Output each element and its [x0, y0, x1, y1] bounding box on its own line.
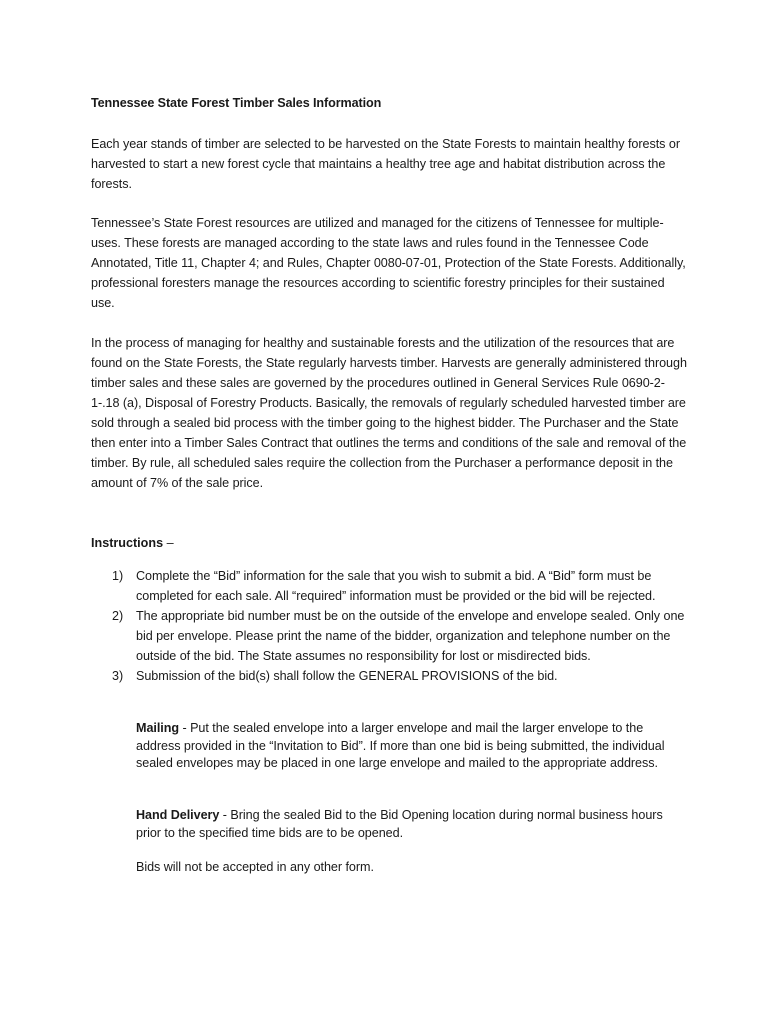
hand-delivery-instructions [136, 807, 681, 842]
hand-delivery-text: - Bring the sealed Bid to the Bid Opening location during normal business hours prior to the specified time bids are to be opened. [136, 808, 663, 840]
mailing-instructions [136, 720, 681, 773]
intro-paragraph: Each year stands of timber are selected to be harvested on the State Forests to maintain healthy forests or harvested to start a new forest cycle that maintains a healthy tree age and habitat distribution across the forests. [91, 137, 680, 191]
instructions-list [91, 566, 691, 686]
document-title: Tennessee State Forest Timber Sales Information [91, 96, 382, 110]
hand-delivery-label: Hand Delivery [136, 808, 220, 822]
step-number: 3) [112, 669, 124, 683]
mailing-label: Mailing [136, 721, 180, 735]
step-text: Complete the “Bid” information for the sale that you wish to submit a bid. A “Bid” form must be completed for each sale. All “required” information must be provided or the bid will be rejected. [136, 569, 656, 603]
instructions-heading-label: Instructions [91, 536, 164, 550]
instruction-step [91, 666, 691, 686]
harvest-process-paragraph: In the process of managing for healthy and sustainable forests and the utilization of the resources that are found on the State Forests, the State regularly harvests timber. Harvests are generally administered through timber sales and these sales are governed by the procedures outlined in General Services Rule 0690-2-1-.18 (a), Disposal of Forestry Products. Basically, the removals of regularly scheduled harvested timber are sold through a sealed bid process with the timber going to the highest bidder. The Purchaser and the State then enter into a Timber Sales Contract that outlines the terms and conditions of the sale and removal of the timber. By rule, all scheduled sales require the collection from the Purchaser a performance deposit in the amount of 7% of the sale price. [91, 336, 687, 490]
step-text: The appropriate bid number must be on the outside of the envelope and envelope sealed. Only one bid per envelope. Please print the name of the bidder, organization and telephone number on the outside of the bid. The State assumes no responsibility for lost or misdirected bids. [136, 609, 685, 663]
mailing-text: - Put the sealed envelope into a larger envelope and mail the larger envelope to the address provided in the “Invitation to Bid”. If more than one bid is being submitted, the individual sealed envelopes may be placed in one large envelope and mailed to the appropriate address. [136, 721, 665, 770]
instruction-step [91, 566, 691, 606]
step-text: Submission of the bid(s) shall follow the GENERAL PROVISIONS of the bid. [136, 669, 558, 683]
step-number: 1) [112, 569, 124, 583]
resources-paragraph: Tennessee’s State Forest resources are utilized and managed for the citizens of Tennessee for multiple-uses. These forests are managed according to the state laws and rules found in the Tennessee Code Annotated, Title 11, Chapter 4; and Rules, Chapter 0080-07-01, Protection of the State Forests. Additionally, professional foresters manage the resources according to scientific forestry principles for their sustained use. [91, 216, 686, 310]
instructions-heading-dash: – [163, 536, 174, 550]
instructions-heading [91, 533, 174, 553]
final-note: Bids will not be accepted in any other form. [136, 860, 374, 874]
instruction-step [91, 606, 691, 666]
step-number: 2) [112, 609, 124, 623]
